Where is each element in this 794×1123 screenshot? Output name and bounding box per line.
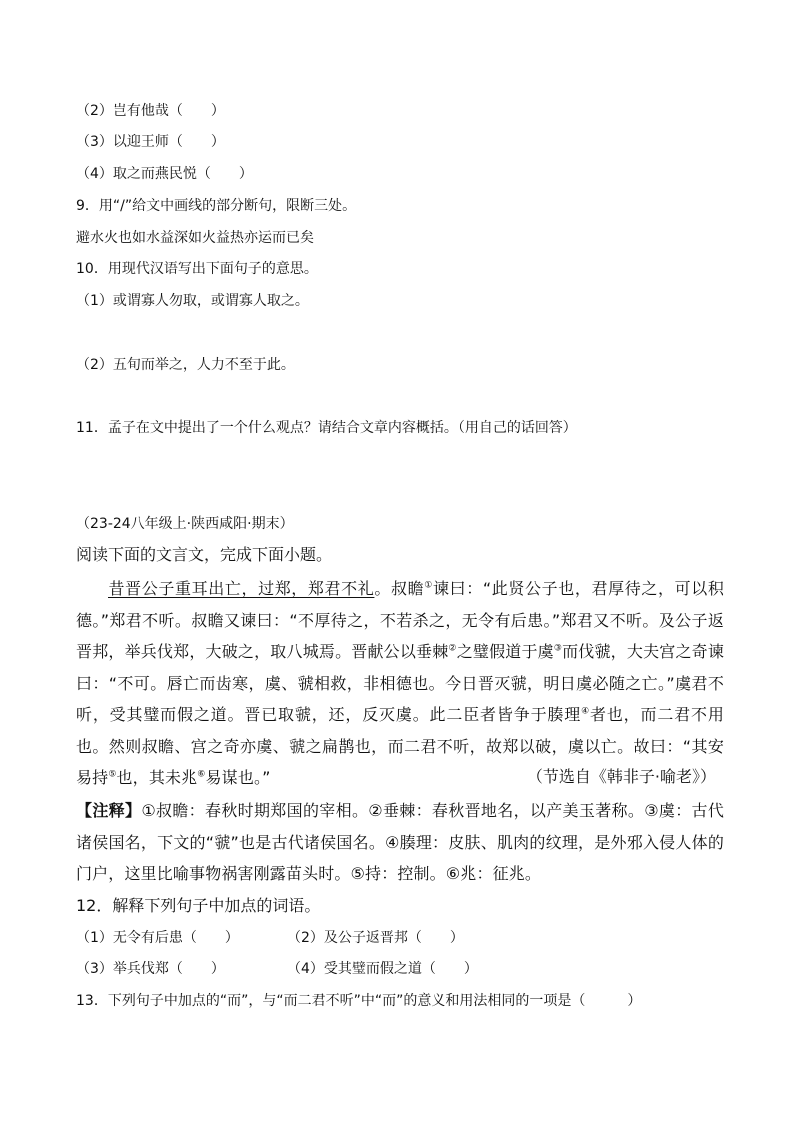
q13-prompt: 13．下列句子中加点的“而”，与“而二君不听”中“而”的意义和用法相同的一项是（ ） xyxy=(76,993,642,1009)
q10-item-2: （2）五旬而举之，人力不至于此。 xyxy=(76,357,295,373)
footnote-ref-5: ⑤ xyxy=(108,769,117,780)
q12-prompt: 12．解释下列句子中加点的词语。 xyxy=(76,896,321,915)
footnote-ref-3: ③ xyxy=(553,643,563,654)
source-tag: （23-24八年级上·陕西咸阳·期末） xyxy=(76,516,294,532)
q8-item-3: （3）以迎王师（ ） xyxy=(76,134,225,150)
passage-citation: （节选自《韩非子·喻老》） xyxy=(526,767,716,786)
footnote-ref-6: ⑥ xyxy=(197,769,206,780)
footnote-ref-2: ② xyxy=(448,643,457,654)
classical-passage: 昔晋公子重耳出亡，过郑，郑君不礼。叔瞻①谏曰：“此贤公子也，君厚待之，可以积德。”郑君不听。叔瞻又谏曰：“不厚待之，不若杀之，无令有后患。”郑君又不听。及公子返晋邦，举兵伐郑，大破之，取八城焉。晋献公以垂棘②之璧假道于虞③而伐虢，大夫宫之奇谏曰：“不可。唇亡而齿寒，虞、虢相救，非相德也。今日晋灭虢，明日虞必随之亡。”虞君不听，受其璧而假之道。晋已取虢，还，反灭虞。此二臣者皆争于腠理④者也，而二君不用也。然则叔瞻、宫之奇亦虞、虢之扁鹊也，而二君不听，故郑以破，虞以亡。故曰：“其安易持⑤也，其未兆⑥易谋也。” xyxy=(76,579,725,787)
q12-item-3: （3）举兵伐郑（ ） xyxy=(76,961,225,977)
footnote-ref-1: ① xyxy=(424,580,433,591)
notes-label: 【注释】 xyxy=(76,801,142,820)
q8-item-4: （4）取之而燕民悦（ ） xyxy=(76,166,253,182)
reading-instruction: 阅读下面的文言文，完成下面小题。 xyxy=(76,545,333,564)
q9-sentence: 避水火也如水益深如火益热亦运而已矣 xyxy=(76,230,314,246)
q9-prompt: 9．用“/”给文中画线的部分断句，限断三处。 xyxy=(76,198,357,214)
q11-prompt: 11．孟子在文中提出了一个什么观点？请结合文章内容概括。（用自己的话回答） xyxy=(76,420,577,436)
q8-item-2: （2）岂有他哉（ ） xyxy=(76,103,225,119)
q12-item-2: （2）及公子返晋邦（ ） xyxy=(287,930,464,946)
passage-underlined-segment: 昔晋公子重耳出亡，过郑，郑君不礼 xyxy=(108,579,375,598)
q10-item-1: （1）或谓寡人勿取，或谓寡人取之。 xyxy=(76,293,309,309)
footnote-ref-4: ④ xyxy=(581,706,590,717)
q12-item-1: （1）无令有后患（ ） xyxy=(76,930,239,946)
q12-item-4: （4）受其璧而假之道（ ） xyxy=(287,961,478,977)
notes-block xyxy=(76,795,724,890)
q10-prompt: 10．用现代汉语写出下面句子的意思。 xyxy=(76,261,318,277)
notes-text: ①叔瞻：春秋时期郑国的宰相。②垂棘：春秋晋地名，以产美玉著称。③虞：古代诸侯国名，下文的“虢”也是古代诸侯国名。④腠理：皮肤、肌肉的纹理，是外邪入侵人体的门户，这里比喻事物祸害刚露苗头时。⑤持：控制。⑥兆：征兆。 xyxy=(76,801,725,883)
